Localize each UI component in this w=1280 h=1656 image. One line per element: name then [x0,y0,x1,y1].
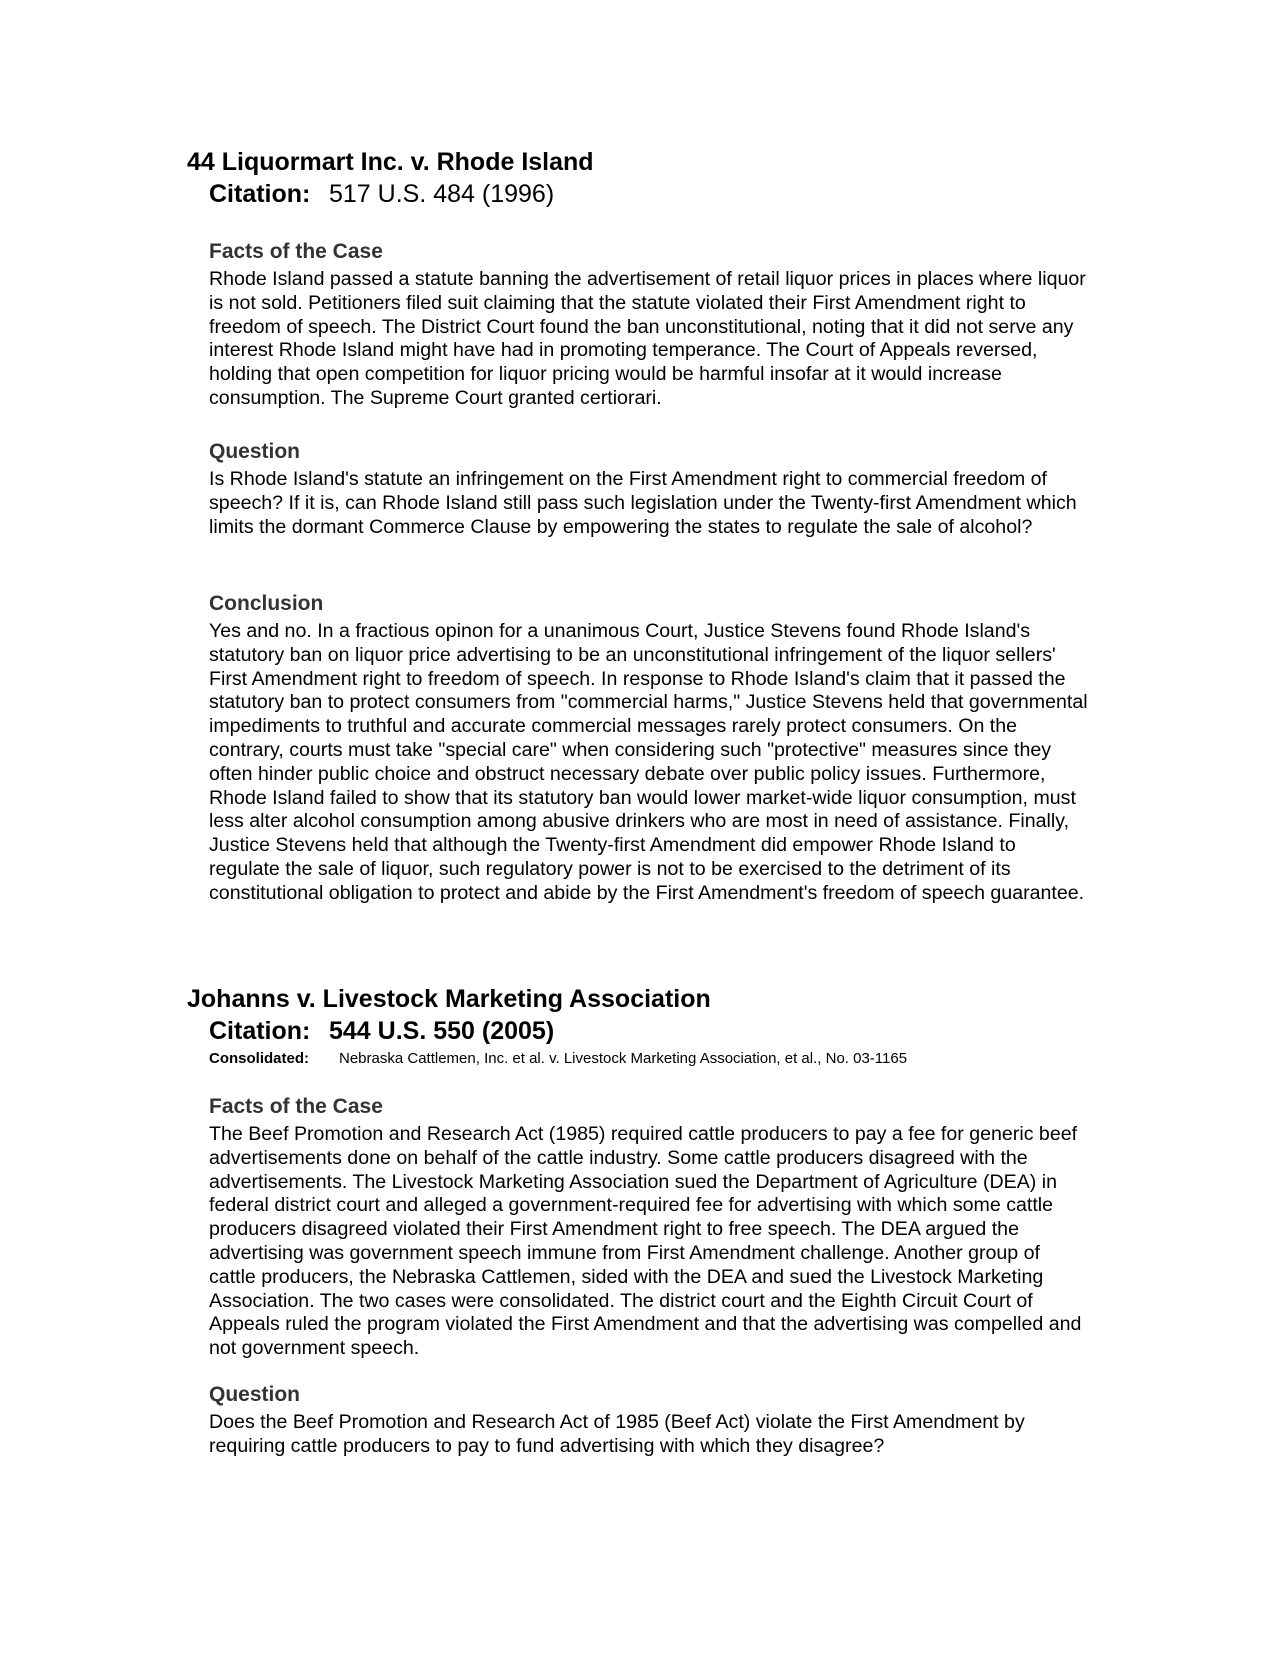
case-title: Johanns v. Livestock Marketing Association [187,985,711,1013]
citation-line [209,180,554,209]
facts-text: Rhode Island passed a statute banning the advertisement of retail liquor prices in places where liquor is not sold. Petitioners filed suit claiming that the statute violated their First Amendment right to freedom of speech. The District Court found the ban unconstitutional, noting that it did not serve any interest Rhode Island might have had in promoting temperance. The Court of Appeals reversed, holding that open competition for liquor pricing would be harmful insofar at it would increase consumption. The Supreme Court granted certiorari. [209,268,1086,409]
conclusion-heading: Conclusion [209,592,324,615]
citation-label: Citation: [209,1017,311,1045]
citation-label: Citation: [209,180,311,208]
facts-heading: Facts of the Case [209,1095,383,1118]
case-title: 44 Liquormart Inc. v. Rhode Island [187,148,594,176]
consolidated-value: Nebraska Cattlemen, Inc. et al. v. Livestock Marketing Association, et al., No. 03-1165 [339,1050,908,1067]
question-text: Does the Beef Promotion and Research Act of 1985 (Beef Act) violate the First Amendment by requiring cattle producers to pay to fund advertising with which they disagree? [209,1411,1025,1457]
citation-line [209,1017,554,1046]
question-heading: Question [209,440,301,463]
conclusion-text: Yes and no. In a fractious opinon for a unanimous Court, Justice Stevens found Rhode Island's statutory ban on liquor price advertising to be an unconstitutional infringement of the liquor sellers' First Amendment right to freedom of speech. In response to Rhode Island's claim that it passed the statutory ban to protect consumers from "commercial harms," Justice Stevens held that governmental impediments to truthful and accurate commercial messages rarely protect consumers. On the contrary, courts must take "special care" when considering such "protective" measures since they often hinder public choice and obstruct necessary debate over public policy issues. Furthermore, Rhode Island failed to show that its statutory ban would lower market-wide liquor consumption, must less alter alcohol consumption among abusive drinkers who are most in need of assistance. Finally, Justice Stevens held that although the Twenty-first Amendment did empower Rhode Island to regulate the sale of liquor, such regulatory power is not to be exercised to the detriment of its constitutional obligation to protect and abide by the First Amendment's freedom of speech guarantee. [209,620,1088,904]
facts-text: The Beef Promotion and Research Act (1985) required cattle producers to pay a fee for generic beef advertisements done on behalf of the cattle industry. Some cattle producers disagreed with the advertisements. The Livestock Marketing Association sued the Department of Agriculture (DEA) in federal district court and alleged a government-required fee for advertising with which some cattle producers disagreed violated their First Amendment right to free speech. The DEA argued the advertising was government speech immune from First Amendment challenge. Another group of cattle producers, the Nebraska Cattlemen, sided with the DEA and sued the Livestock Marketing Association. The two cases were consolidated. The district court and the Eighth Circuit Court of Appeals ruled the program violated the First Amendment and that the advertising was compelled and not government speech. [209,1123,1082,1360]
consolidated-line [209,1050,907,1067]
citation-value: 517 U.S. 484 (1996) [329,180,555,208]
question-text: Is Rhode Island's statute an infringement on the First Amendment right to commercial freedom of speech? If it is, can Rhode Island still pass such legislation under the Twenty-first Amendment which limits the dormant Commerce Clause by empowering the states to regulate the sale of alcohol? [209,468,1077,538]
facts-heading: Facts of the Case [209,240,383,263]
question-heading: Question [209,1383,301,1406]
consolidated-label: Consolidated: [209,1050,309,1067]
citation-value: 544 U.S. 550 (2005) [329,1017,555,1045]
